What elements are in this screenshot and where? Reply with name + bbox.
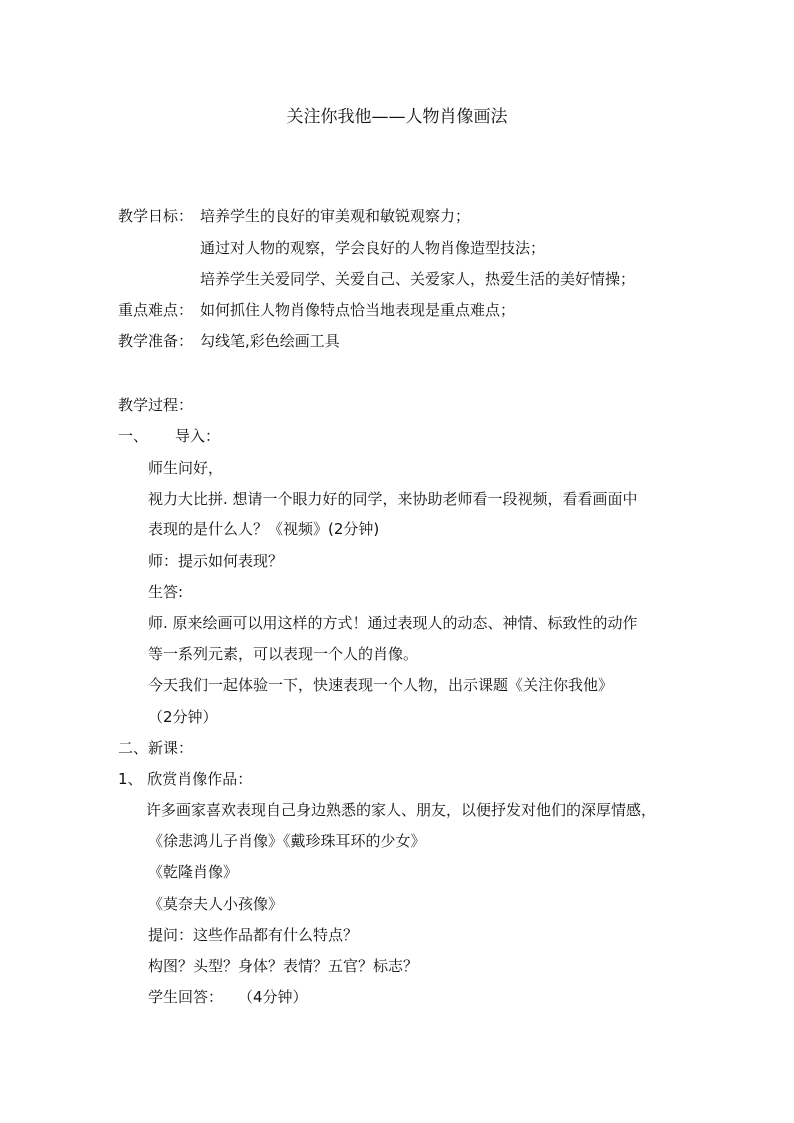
prep-label: 教学准备： xyxy=(118,332,194,350)
artwork-list-line: 《莫奈夫人小孩像》 xyxy=(148,895,284,913)
objective-item: 培养学生的良好的审美观和敏锐观察力； xyxy=(200,207,471,225)
objective-item: 通过对人物的观察，学会良好的人物肖像造型技法； xyxy=(200,239,546,257)
section1-number: 一、 xyxy=(118,427,149,445)
section1-line: 师：提示如何表现？ xyxy=(148,552,284,570)
section1-line: 等一系列元素，可以表现一个人的肖像。 xyxy=(148,645,419,663)
keypoints-label: 重点难点： xyxy=(118,301,194,319)
section1-line: 生答: xyxy=(148,583,184,601)
section2-subheading: 1、 欣赏肖像作品： xyxy=(118,770,253,788)
artwork-list-line: 《徐悲鸿儿子肖像》《戴珍珠耳环的少女》 xyxy=(148,832,426,850)
question-line: 提问：这些作品都有什么特点？ xyxy=(148,926,359,944)
section2-heading: 二、新课： xyxy=(118,739,194,757)
keypoints-text: 如何抓住人物肖像特点恰当地表现是重点难点； xyxy=(200,301,516,319)
objectives-label: 教学日标： xyxy=(118,207,194,225)
section1-line: 今天我们一起体验一下，快速表现一个人物，出示课题《关注你我他》 xyxy=(148,676,614,694)
process-heading: 教学过程： xyxy=(118,396,194,414)
section1-line: 视力大比拼. 想请一个眼力好的同学，来协助老师看一段视频，看看画面中 xyxy=(148,490,638,508)
section1-line: 师. 原来绘画可以用这样的方式！通过表现人的动态、神情、标致性的动作 xyxy=(148,614,638,632)
artwork-list-line: 《乾隆肖像》 xyxy=(148,863,239,881)
answer-line: 学生回答： （4分钟） xyxy=(148,988,308,1006)
prep-text: 勾线笔,彩色绘画工具 xyxy=(200,332,340,350)
section1-line: 表现的是什么人？《视频》(2分钟) xyxy=(148,520,380,538)
section1-title: 导入： xyxy=(175,427,221,445)
question-line: 构图？头型？身体？表情？五官？标志？ xyxy=(148,957,419,975)
section2-intro: 许多画家喜欢表现自己身边熟悉的家人、朋友，以便抒发对他们的深厚情感， xyxy=(146,801,657,819)
page-title: 关注你我他——人物肖像画法 xyxy=(286,107,508,127)
section1-line: （2分钟） xyxy=(148,708,218,726)
objective-item: 培养学生关爱同学、关爱自己、关爱家人，热爱生活的美好情操； xyxy=(200,270,636,288)
section1-line: 师生问好， xyxy=(148,459,224,477)
